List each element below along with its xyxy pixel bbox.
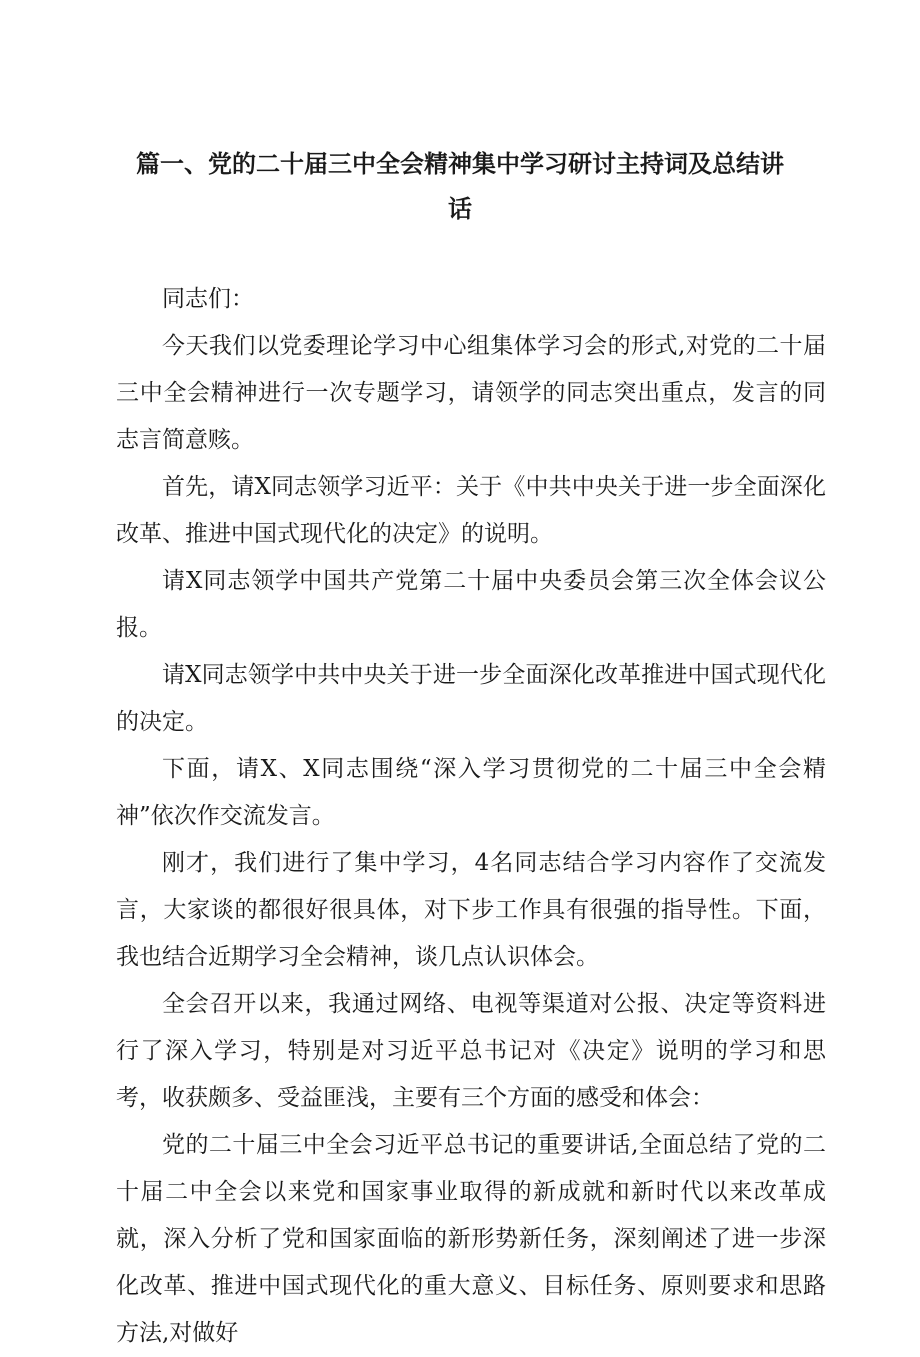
body-paragraph: 下面，请X、X同志围绕“深入学习贯彻党的二十届三中全会精神”依次作交流发言。 [116, 756, 826, 829]
body-paragraph: 全会召开以来，我通过网络、电视等渠道对公报、决定等资料进行了深入学习，特别是对习近平总书记对《决定》说明的学习和思考，收获颇多、受益匪浅，主要有三个方面的感受和体会： [116, 991, 826, 1111]
body-paragraph: 党的二十届三中全会习近平总书记的重要讲话,全面总结了党的二十届二中全会以来党和国家事业取得的新成就和新时代以来改革成就，深入分析了党和国家面临的新形势新任务，深刻阐述了进一步深化改革、推进中国式现代化的重大意义、目标任务、原则要求和思路方法,对做好 [116, 1132, 826, 1346]
document-body [116, 276, 826, 1357]
body-paragraph: 请X同志领学中国共产党第二十届中央委员会第三次全体会议公报。 [116, 568, 826, 641]
body-paragraph: 请X同志领学中共中央关于进一步全面深化改革推进中国式现代化的决定。 [116, 662, 826, 735]
body-paragraph: 今天我们以党委理论学习中心组集体学习会的形式,对党的二十届三中全会精神进行一次专题学习，请领学的同志突出重点，发言的同志言简意赅。 [116, 333, 826, 453]
salutation: 同志们： [162, 286, 254, 312]
body-paragraph: 首先，请X同志领学习近平：关于《中共中央关于进一步全面深化改革、推进中国式现代化的决定》的说明。 [116, 474, 826, 547]
document-title: 篇一、党的二十届三中全会精神集中学习研讨主持词及总结讲 [136, 149, 784, 178]
document-title-continuation: 话 [448, 194, 472, 223]
body-paragraph: 刚才，我们进行了集中学习，4名同志结合学习内容作了交流发言，大家谈的都很好很具体，对下步工作具有很强的指导性。下面，我也结合近期学习全会精神，谈几点认识体会。 [116, 850, 826, 970]
